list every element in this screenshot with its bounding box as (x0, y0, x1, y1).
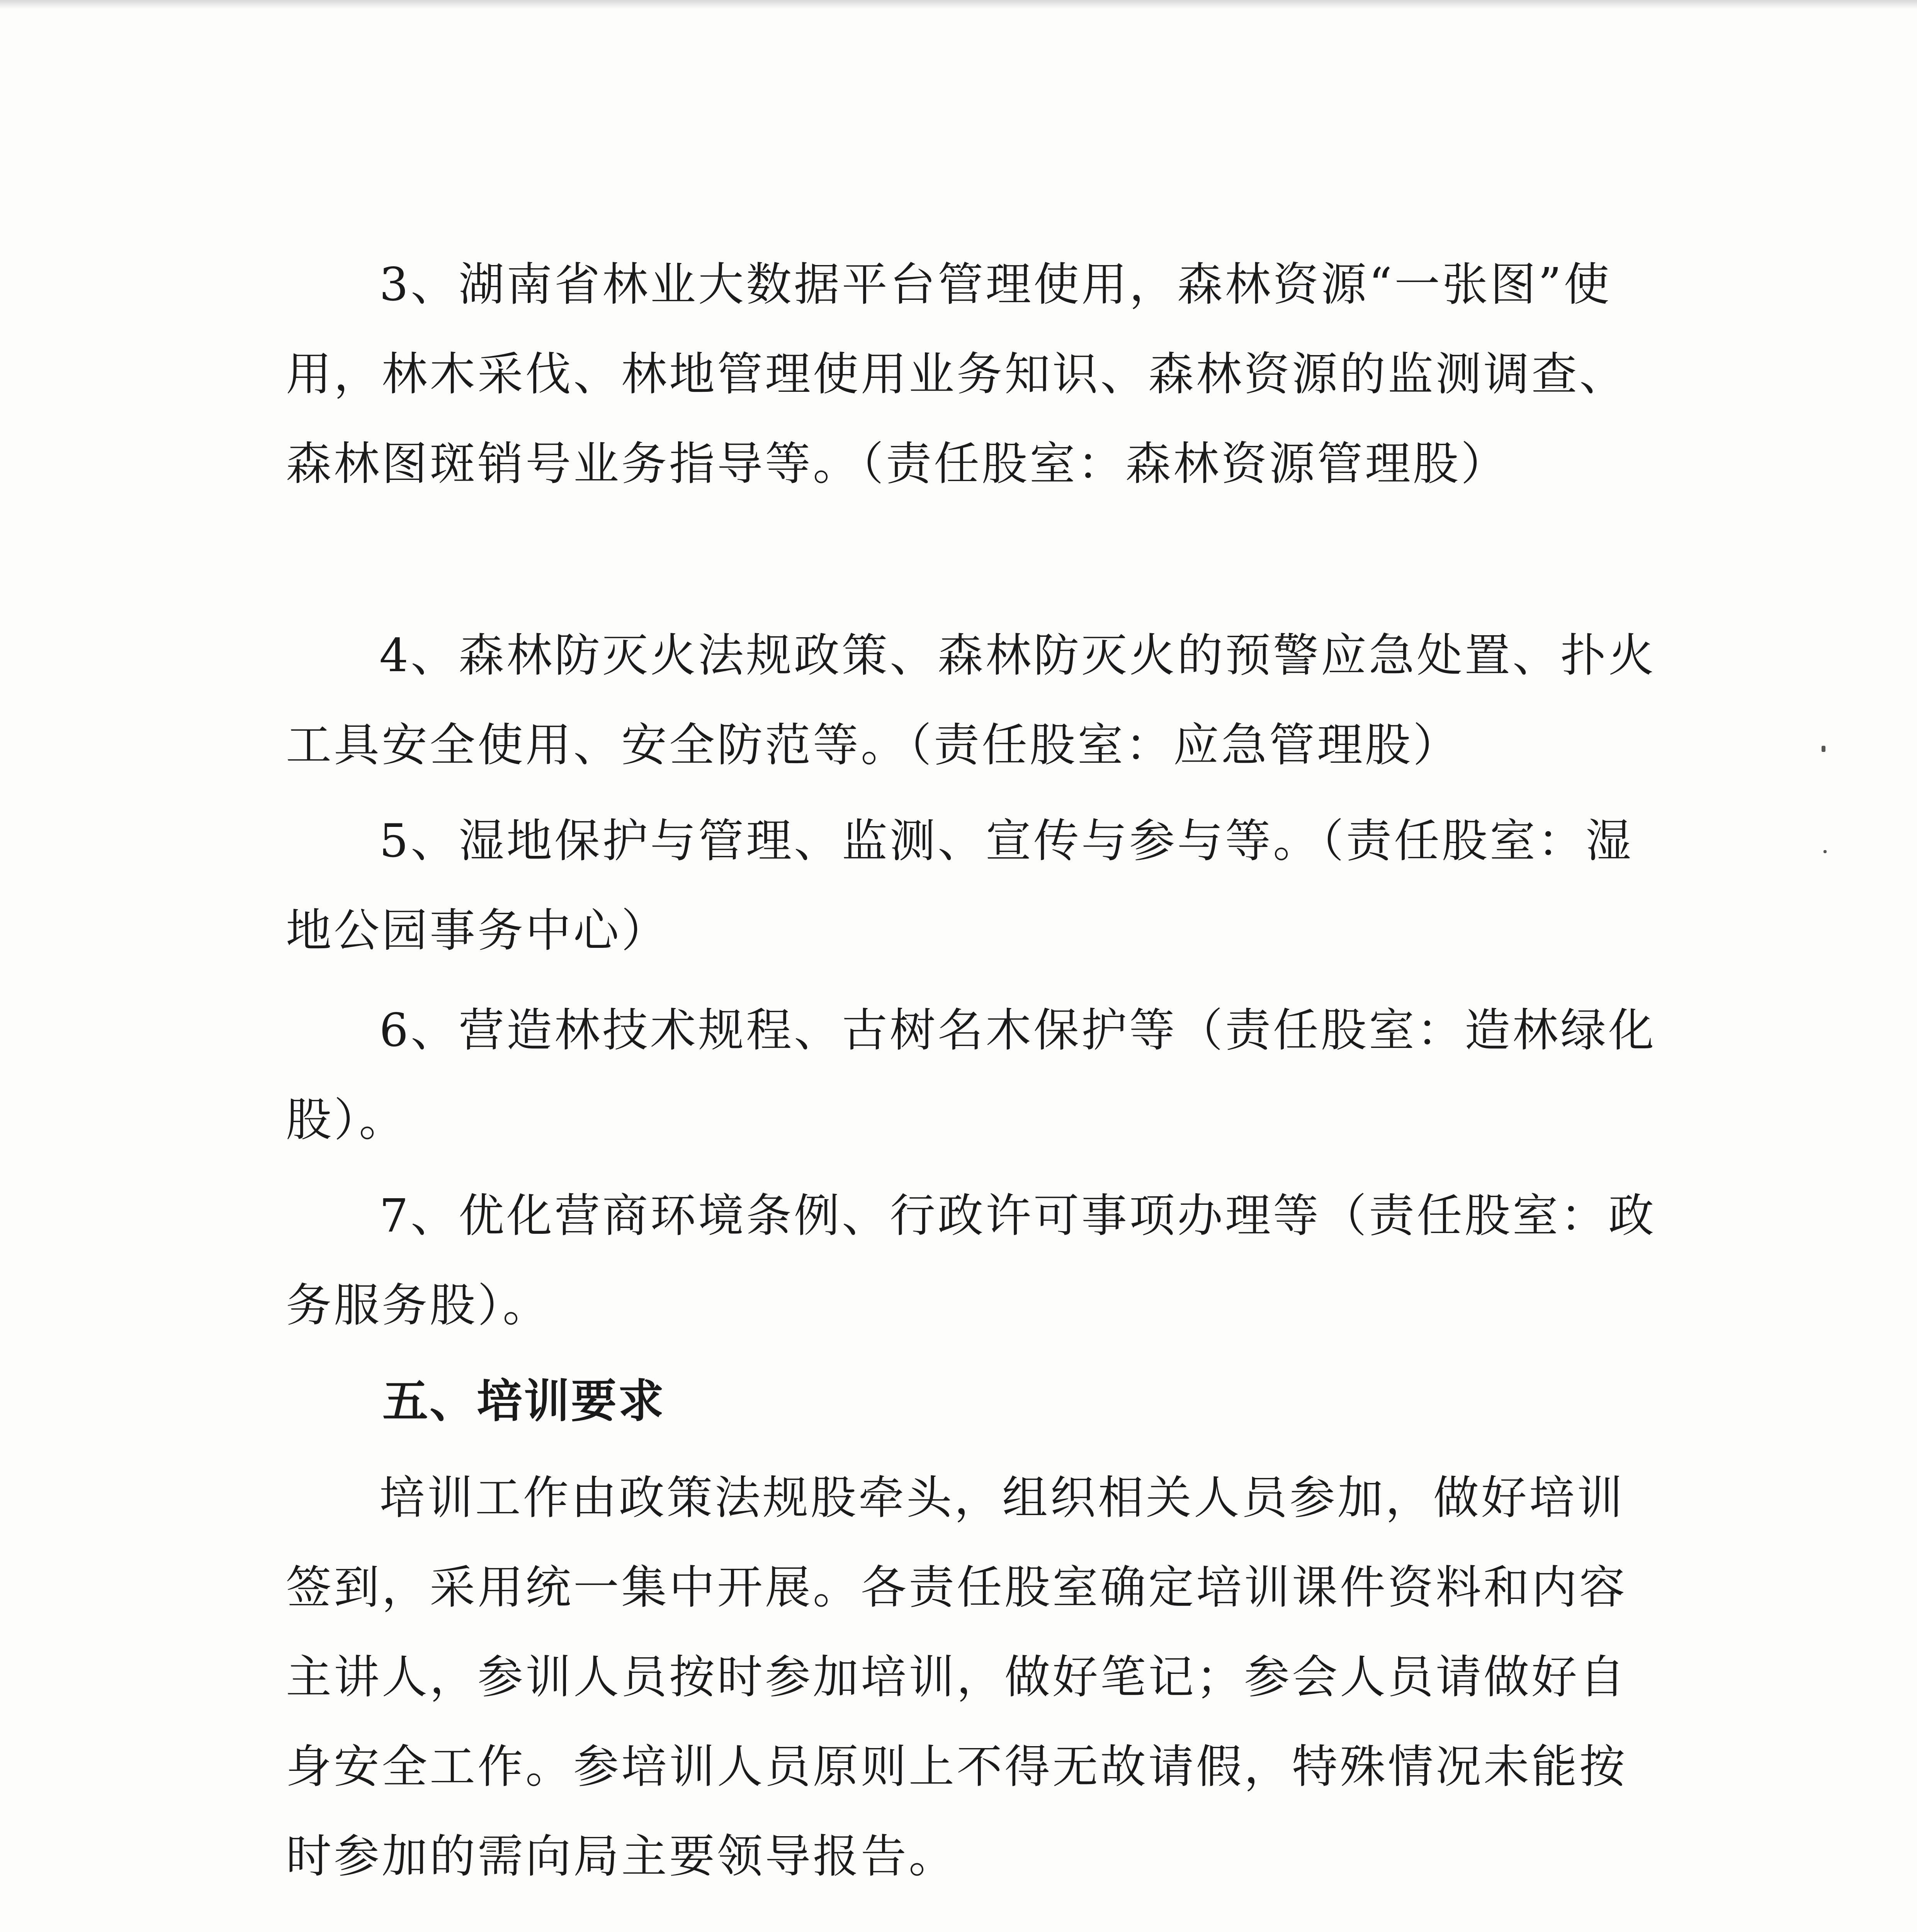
section-5-body: 培训工作由政策法规股牵头，组织相关人员参加，做好培训签到，采用统一集中开展。各责任股室确定培训课件资料和内容主讲人，参训人员按时参加培训，做好笔记；参会人员请做好自身安全工作。参培训人员原则上不得无故请假，特殊情况未能按时参加的需向局主要领导报告。 (286, 1471, 1628, 1883)
item-7-paragraph: 7、优化营商环境条例、行政许可事项办理等（责任股室：政务服务股）。 (286, 1189, 1656, 1332)
section-5-heading: 五、培训要求 (382, 1374, 666, 1428)
item-5-paragraph: 5、湿地保护与管理、监测、宣传与参与等。（责任股室：湿地公园事务中心） (286, 814, 1633, 957)
item-4-paragraph: 4、森林防灭火法规政策、森林防灭火的预警应急处置、扑火工具安全使用、安全防范等。（责任股室：应急管理股） (286, 629, 1656, 772)
item-3-paragraph: 3、湖南省林业大数据平台管理使用，森林资源“一张图”使用，林木采伐、林地管理使用业务知识、森林资源的监测调查、森林图斑销号业务指导等。（责任股室：森林资源管理股） (286, 258, 1628, 490)
item-6-paragraph: 6、营造林技术规程、古树名木保护等（责任股室：造林绿化股）。 (286, 1003, 1656, 1146)
scan-top-edge (0, 0, 1917, 9)
scan-speck (1822, 746, 1825, 752)
scan-speck (1824, 850, 1827, 853)
